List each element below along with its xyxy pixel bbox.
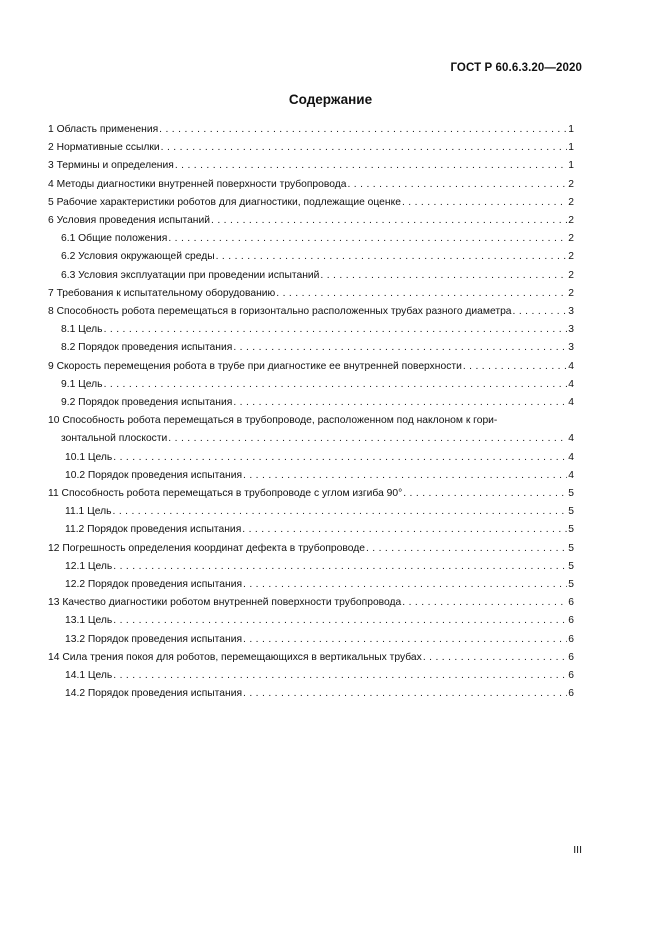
dot-leader	[104, 376, 568, 394]
toc-entry-page: 4	[568, 451, 574, 463]
toc-entry-page: 6	[568, 688, 574, 700]
toc-entry-page: 5	[568, 560, 574, 572]
dot-leader	[104, 321, 568, 339]
toc-entry-page: 4	[568, 378, 574, 390]
toc-entry-9[interactable]	[48, 358, 574, 376]
toc-entry-label: 12.1 Цель	[65, 560, 113, 572]
toc-entry-label: 6 Условия проведения испытаний	[48, 215, 210, 227]
dot-leader	[463, 358, 567, 376]
toc-entry-page: 4	[568, 433, 574, 445]
toc-entry-page: 2	[568, 269, 574, 281]
toc-entry-page: 2	[568, 196, 574, 208]
dot-leader	[216, 248, 568, 266]
dot-leader	[113, 612, 567, 630]
dot-leader	[113, 558, 567, 576]
toc-entry-page: 5	[568, 488, 574, 500]
toc-entry-page: 4	[568, 397, 574, 409]
toc-entry-8-2[interactable]	[48, 339, 574, 357]
toc-entry-label: 11 Способность робота перемещаться в трубопроводе с углом изгиба 90°	[48, 488, 403, 500]
toc-entry-page: 2	[568, 178, 574, 190]
dot-leader	[113, 667, 567, 685]
document-code: ГОСТ Р 60.6.3.20—2020	[450, 62, 582, 74]
toc-entry-8[interactable]	[48, 303, 574, 321]
dot-leader	[175, 157, 567, 175]
toc-title: Содержание	[288, 92, 373, 107]
toc-entry-page: 3	[568, 342, 574, 354]
toc-entry-12-2[interactable]	[48, 576, 574, 594]
toc-entry-12-1[interactable]	[48, 558, 574, 576]
toc-entry-label-line1: 10 Способность робота перемещаться в трубопроводе, расположенном под наклоном к гори-	[48, 415, 498, 427]
dot-leader	[366, 540, 567, 558]
toc-entry-page: 2	[568, 215, 574, 227]
toc-entry-page: 5	[568, 524, 574, 536]
toc-entry-label: 8.1 Цель	[61, 324, 103, 336]
toc-entry-page: 6	[568, 651, 574, 663]
toc-entry-label: 7 Требования к испытательному оборудованию	[48, 287, 276, 299]
toc-entry-label: 5 Рабочие характеристики роботов для диагностики, подлежащие оценке	[48, 196, 401, 208]
dot-leader	[403, 485, 567, 503]
toc-entry-label: 10.1 Цель	[65, 451, 113, 463]
dot-leader	[243, 576, 567, 594]
toc-entry-2[interactable]	[48, 139, 574, 157]
toc-entry-11[interactable]	[48, 485, 574, 503]
toc-entry-page: 6	[568, 670, 574, 682]
toc-entry-13[interactable]	[48, 594, 574, 612]
page-number: III	[573, 844, 582, 856]
toc-entry-label: 13.1 Цель	[65, 615, 113, 627]
toc-entry-9-1[interactable]	[48, 376, 574, 394]
toc-entry-label: 8 Способность робота перемещаться в горизонтально расположенных трубах разного диаметра	[48, 306, 512, 318]
dot-leader	[276, 285, 567, 303]
dot-leader	[513, 303, 568, 321]
dot-leader	[168, 230, 567, 248]
toc-entry-7[interactable]	[48, 285, 574, 303]
toc-entry-label: 3 Термины и определения	[48, 160, 174, 172]
toc-entry-11-1[interactable]	[48, 503, 574, 521]
toc-entry-4[interactable]	[48, 176, 574, 194]
dot-leader	[320, 267, 567, 285]
toc-entry-14-1[interactable]	[48, 667, 574, 685]
toc-entry-page: 5	[568, 579, 574, 591]
toc-entry-page: 6	[568, 633, 574, 645]
toc-entry-label: 6.2 Условия окружающей среды	[61, 251, 215, 263]
toc-entry-13-1[interactable]	[48, 612, 574, 630]
toc-entry-13-2[interactable]	[48, 631, 574, 649]
toc-entry-11-2[interactable]	[48, 521, 574, 539]
toc-entry-label: 12 Погрешность определения координат дефекта в трубопроводе	[48, 542, 365, 554]
dot-leader	[161, 139, 568, 157]
dot-leader	[243, 685, 567, 703]
toc-entry-14[interactable]	[48, 649, 574, 667]
toc-entry-label: 13.2 Порядок проведения испытания	[65, 633, 243, 645]
dot-leader	[211, 212, 567, 230]
dot-leader	[402, 194, 567, 212]
toc-entry-10[interactable]	[48, 412, 574, 448]
toc-entry-10-2[interactable]	[48, 467, 574, 485]
dot-leader	[243, 631, 567, 649]
toc-entry-label: 14.1 Цель	[65, 670, 113, 682]
toc-entry-9-2[interactable]	[48, 394, 574, 412]
toc-entry-label: 12.2 Порядок проведения испытания	[65, 579, 243, 591]
toc-entry-page: 6	[568, 597, 574, 609]
toc-entry-page: 4	[568, 469, 574, 481]
toc-entry-page: 5	[568, 506, 574, 518]
toc-entry-label: 1 Область применения	[48, 124, 159, 135]
dot-leader	[113, 503, 568, 521]
dot-leader	[423, 649, 567, 667]
toc-entry-page: 4	[568, 360, 574, 372]
dot-leader	[159, 121, 567, 139]
toc-entry-page: 1	[568, 124, 574, 135]
toc-entry-8-1[interactable]	[48, 321, 574, 339]
toc-entry-label: 4 Методы диагностики внутренней поверхности трубопровода	[48, 178, 347, 190]
toc-entry-page: 1	[568, 160, 574, 172]
dot-leader	[243, 467, 567, 485]
toc-entry-6-3[interactable]	[48, 267, 574, 285]
toc-entry-label: 9.2 Порядок проведения испытания	[61, 397, 233, 409]
dot-leader	[347, 176, 567, 194]
toc-entry-page: 3	[568, 324, 574, 336]
dot-leader	[402, 594, 567, 612]
toc-entry-label: 11.1 Цель	[65, 506, 112, 518]
dot-leader	[233, 339, 567, 357]
toc-entry-14-2[interactable]	[48, 685, 574, 703]
toc-entry-label: 14.2 Порядок проведения испытания	[65, 688, 243, 700]
toc-entry-label: 11.2 Порядок проведения испытания	[65, 524, 242, 536]
toc-entry-12[interactable]	[48, 540, 574, 558]
toc-entry-page: 2	[568, 251, 574, 263]
toc-entry-page: 5	[568, 542, 574, 554]
dot-leader	[242, 521, 567, 539]
toc-entry-label: зонтальной плоскости	[61, 433, 168, 445]
toc-entry-page: 3	[568, 306, 574, 318]
toc-entry-label: 13 Качество диагностики роботом внутренней поверхности трубопровода	[48, 597, 402, 609]
dot-leader	[113, 449, 567, 467]
toc-entry-6-2[interactable]	[48, 248, 574, 266]
toc-entry-label: 9.1 Цель	[61, 378, 103, 390]
toc-entry-page: 2	[568, 233, 574, 245]
toc-entry-label: 6.3 Условия эксплуатации при проведении испытаний	[61, 269, 320, 281]
toc-entry-label: 2 Нормативные ссылки	[48, 142, 160, 154]
dot-leader	[233, 394, 567, 412]
toc-entry-10-1[interactable]	[48, 449, 574, 467]
toc-entry-label: 14 Сила трения покоя для роботов, перемещающихся в вертикальных трубах	[48, 651, 422, 663]
toc-entry-page: 6	[568, 615, 574, 627]
toc-entry-label: 6.1 Общие положения	[61, 233, 168, 245]
toc-entry-6[interactable]	[48, 212, 574, 230]
toc-entry-1[interactable]	[48, 121, 574, 139]
toc-entry-6-1[interactable]	[48, 230, 574, 248]
dot-leader	[168, 430, 567, 448]
toc-entry-5[interactable]	[48, 194, 574, 212]
toc-entry-page: 2	[568, 287, 574, 299]
toc-entry-label: 10.2 Порядок проведения испытания	[65, 469, 243, 481]
toc-entry-label: 8.2 Порядок проведения испытания	[61, 342, 233, 354]
toc-entry-page: 1	[568, 142, 574, 154]
toc-entry-label: 9 Скорость перемещения робота в трубе при диагностике ее внутренней поверхности	[48, 360, 462, 372]
toc-entry-3[interactable]	[48, 157, 574, 175]
table-of-contents	[48, 121, 574, 704]
